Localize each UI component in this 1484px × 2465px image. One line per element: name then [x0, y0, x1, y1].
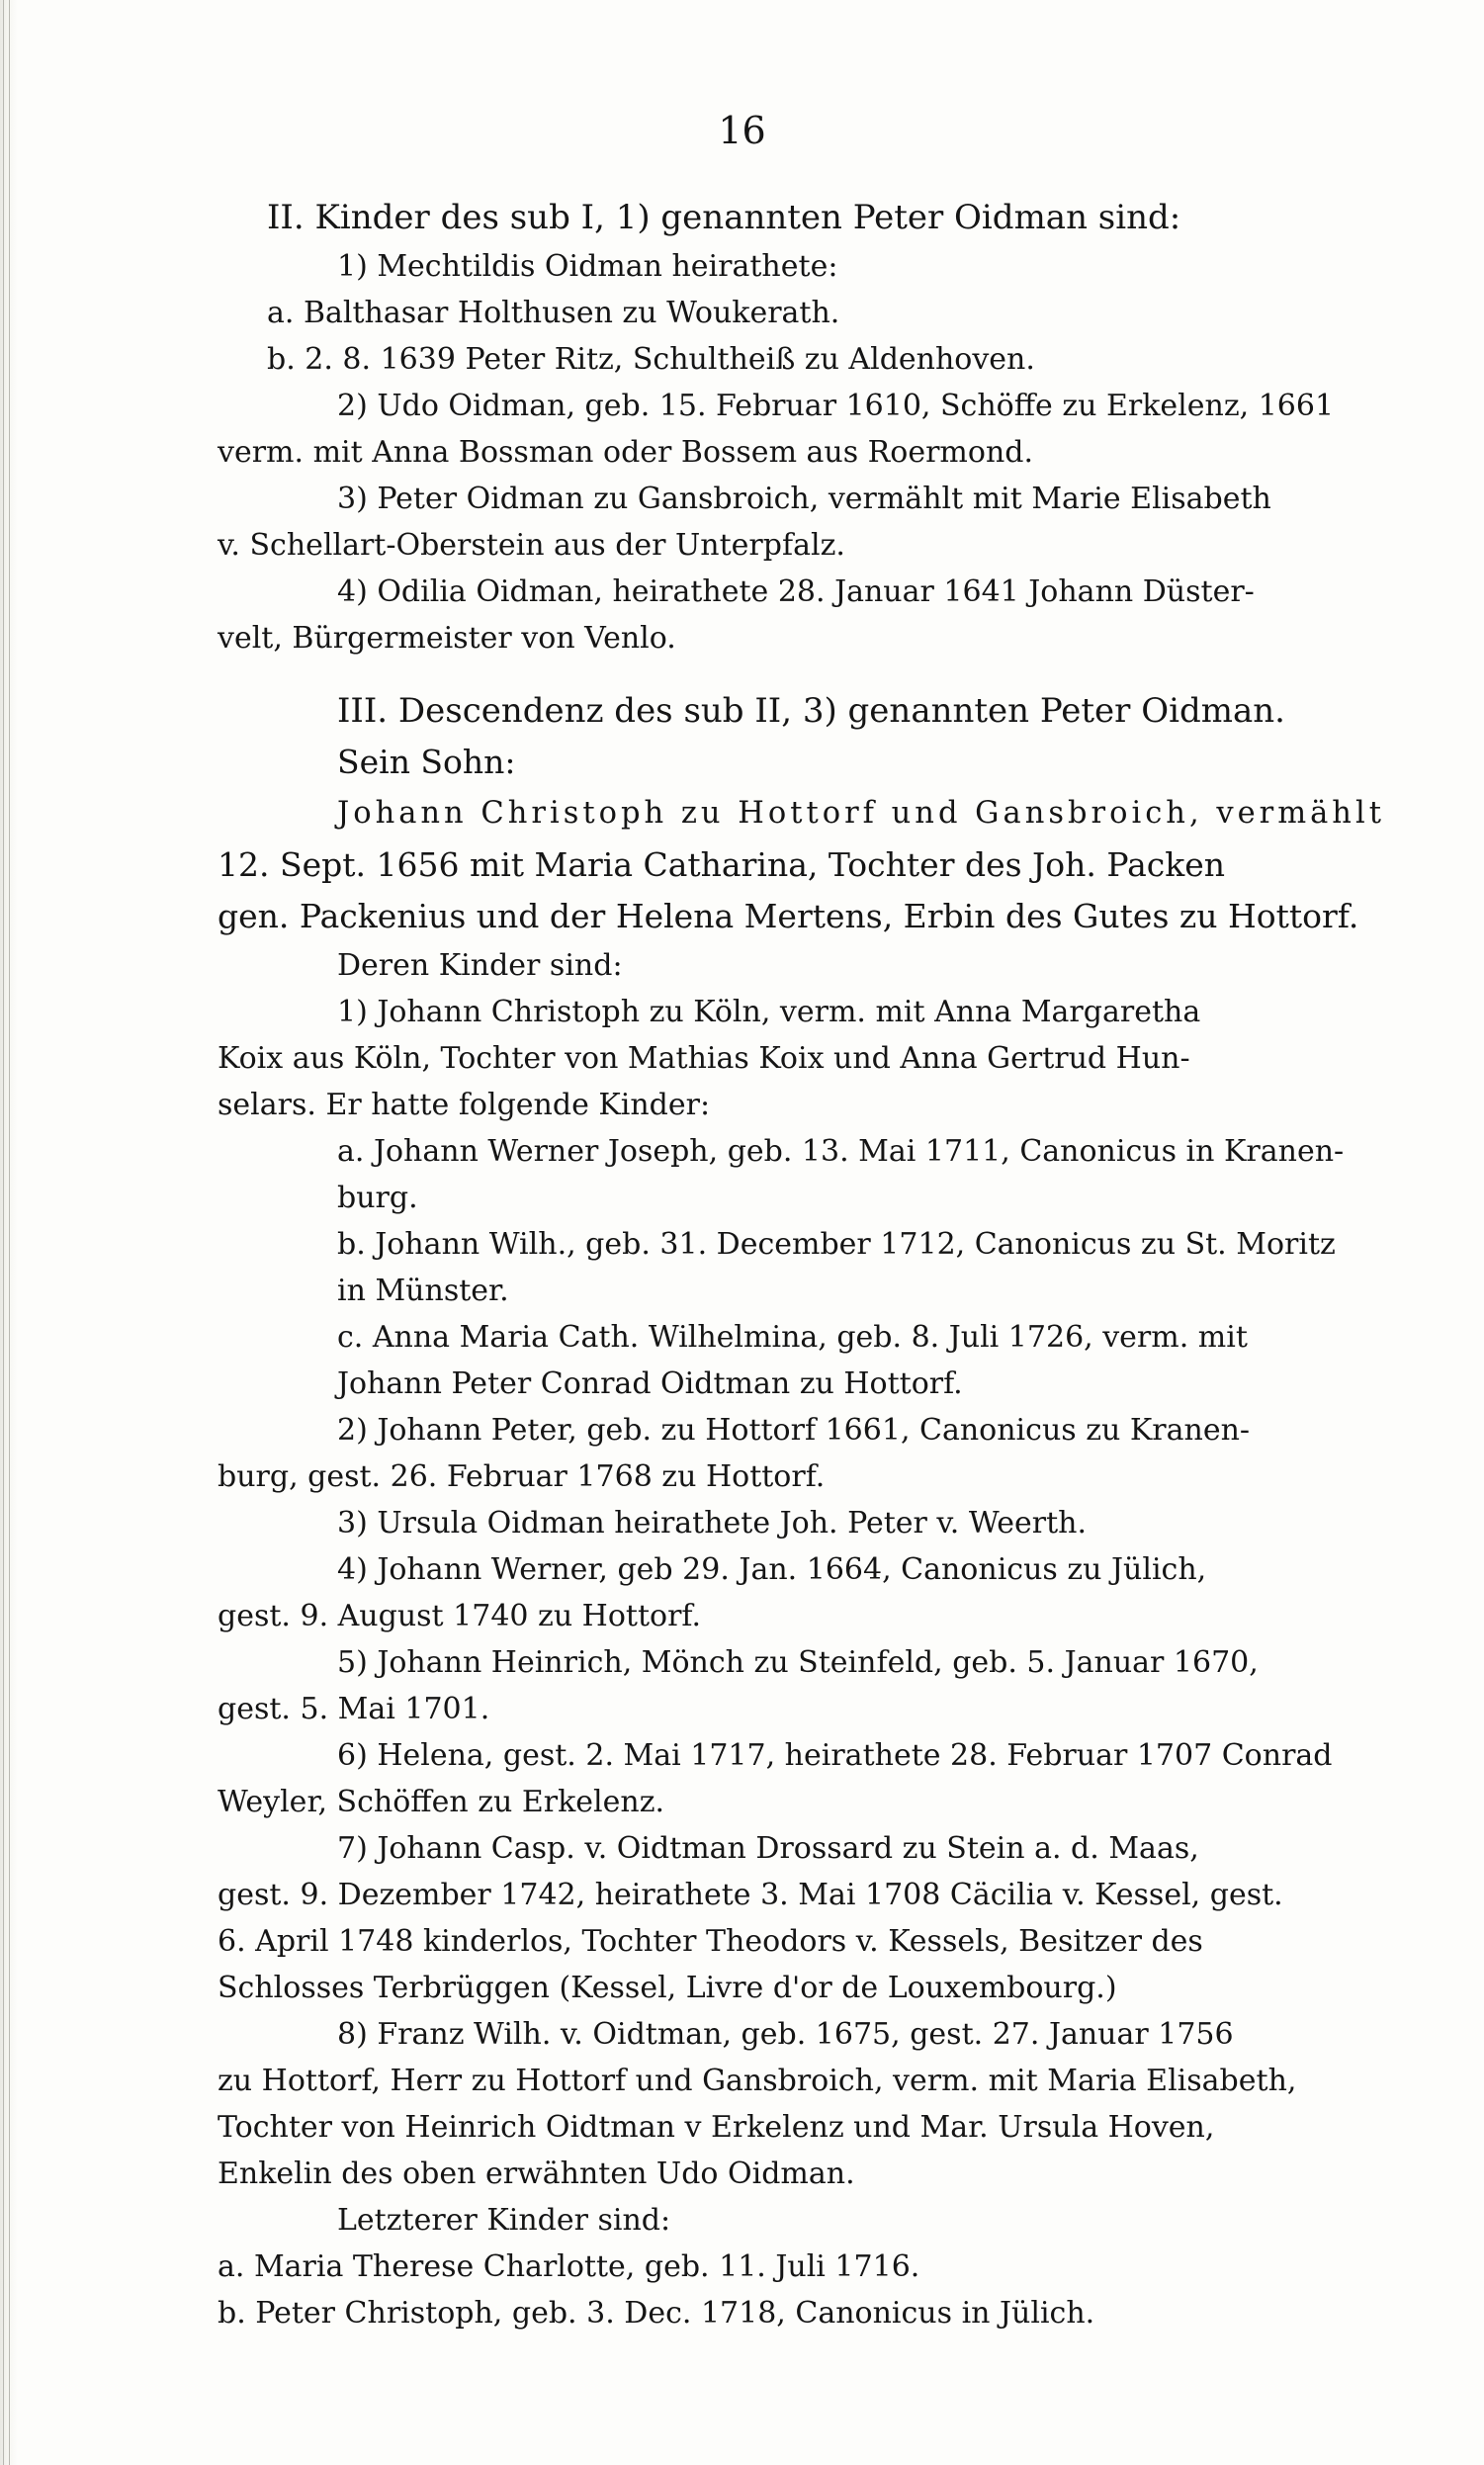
text-line: 12. Sept. 1656 mit Maria Catharina, Tochter des Joh. Packen — [218, 845, 1226, 884]
text-line: 4) Johann Werner, geb 29. Jan. 1664, Canonicus zu Jülich, — [337, 1552, 1207, 1587]
text-line: a. Maria Therese Charlotte, geb. 11. Juli 1716. — [218, 2249, 920, 2284]
text-line: 7) Johann Casp. v. Oidtman Drossard zu Stein a. d. Maas, — [337, 1831, 1199, 1866]
text-line: 6. April 1748 kinderlos, Tochter Theodors v. Kessels, Besitzer des — [218, 1924, 1203, 1959]
text-line: 3) Peter Oidman zu Gansbroich, vermählt mit Marie Elisabeth — [337, 482, 1271, 516]
scan-left-edge — [0, 0, 18, 2465]
text-line: 3) Ursula Oidman heirathete Joh. Peter v. Weerth. — [337, 1506, 1088, 1541]
text-line: Schlosses Terbrüggen (Kessel, Livre d'or de Louxembourg.) — [218, 1971, 1117, 2005]
text-line: b. 2. 8. 1639 Peter Ritz, Schultheiß zu Aldenhoven. — [267, 342, 1035, 377]
text-line: zu Hottorf, Herr zu Hottorf und Gansbroich, verm. mit Maria Elisabeth, — [218, 2064, 1297, 2098]
text-line: Johann Peter Conrad Oidtman zu Hottorf. — [337, 1366, 963, 1401]
text-line: Deren Kinder sind: — [337, 948, 623, 983]
text-line: b. Peter Christoph, geb. 3. Dec. 1718, Canonicus in Jülich. — [218, 2296, 1095, 2331]
page-number: 16 — [718, 109, 766, 152]
text-line: gest. 9. Dezember 1742, heirathete 3. Mai 1708 Cäcilia v. Kessel, gest. — [218, 1878, 1283, 1912]
text-line: 8) Franz Wilh. v. Oidtman, geb. 1675, gest. 27. Januar 1756 — [337, 2017, 1234, 2052]
text-line: velt, Bürgermeister von Venlo. — [218, 621, 676, 656]
text-line: 5) Johann Heinrich, Mönch zu Steinfeld, geb. 5. Januar 1670, — [337, 1645, 1259, 1680]
text-line: 6) Helena, gest. 2. Mai 1717, heirathete 28. Februar 1707 Conrad — [337, 1738, 1333, 1773]
text-line: Koix aus Köln, Tochter von Mathias Koix und Anna Gertrud Hun- — [218, 1041, 1190, 1076]
text-line: c. Anna Maria Cath. Wilhelmina, geb. 8. Juli 1726, verm. mit — [337, 1320, 1248, 1355]
text-line: selars. Er hatte folgende Kinder: — [218, 1088, 711, 1122]
text-line: a. Balthasar Holthusen zu Woukerath. — [267, 296, 840, 330]
text-line: Sein Sohn: — [337, 743, 516, 781]
text-line: 2) Udo Oidman, geb. 15. Februar 1610, Schöffe zu Erkelenz, 1661 — [337, 389, 1335, 423]
text-line: burg. — [337, 1181, 418, 1215]
text-line: 4) Odilia Oidman, heirathete 28. Januar 1641 Johann Düster- — [337, 574, 1255, 609]
text-line: v. Schellart-Oberstein aus der Unterpfalz. — [218, 528, 845, 563]
text-line: gest. 5. Mai 1701. — [218, 1692, 490, 1726]
text-line: b. Johann Wilh., geb. 31. December 1712, Canonicus zu St. Moritz — [337, 1227, 1336, 1262]
text-line: Tochter von Heinrich Oidtman v Erkelenz und Mar. Ursula Hoven, — [218, 2110, 1215, 2145]
text-line: 2) Johann Peter, geb. zu Hottorf 1661, Canonicus zu Kranen- — [337, 1413, 1251, 1448]
text-line: Enkelin des oben erwähnten Udo Oidman. — [218, 2157, 855, 2191]
page-text — [218, 192, 1386, 2336]
section-heading: II. Kinder des sub I, 1) genannten Peter Oidman sind: — [267, 198, 1181, 237]
section-heading: III. Descendenz des sub II, 3) genannten Peter Oidman. — [337, 691, 1285, 731]
text-line: verm. mit Anna Bossman oder Bossem aus Roermond. — [218, 435, 1033, 470]
text-line: Letzterer Kinder sind: — [337, 2203, 671, 2238]
text-line: Weyler, Schöffen zu Erkelenz. — [218, 1785, 665, 1819]
text-line: Johann Christoph zu Hottorf und Gansbroich, vermählt — [337, 796, 1385, 831]
text-line: gen. Packenius und der Helena Mertens, Erbin des Gutes zu Hottorf. — [218, 897, 1359, 935]
text-line: burg, gest. 26. Februar 1768 zu Hottorf. — [218, 1459, 826, 1494]
text-line: gest. 9. August 1740 zu Hottorf. — [218, 1599, 701, 1633]
text-line: a. Johann Werner Joseph, geb. 13. Mai 1711, Canonicus in Kranen- — [337, 1134, 1345, 1169]
text-line: in Münster. — [337, 1274, 509, 1308]
text-line: 1) Johann Christoph zu Köln, verm. mit Anna Margaretha — [337, 995, 1201, 1029]
text-line: 1) Mechtildis Oidman heirathete: — [337, 249, 838, 284]
